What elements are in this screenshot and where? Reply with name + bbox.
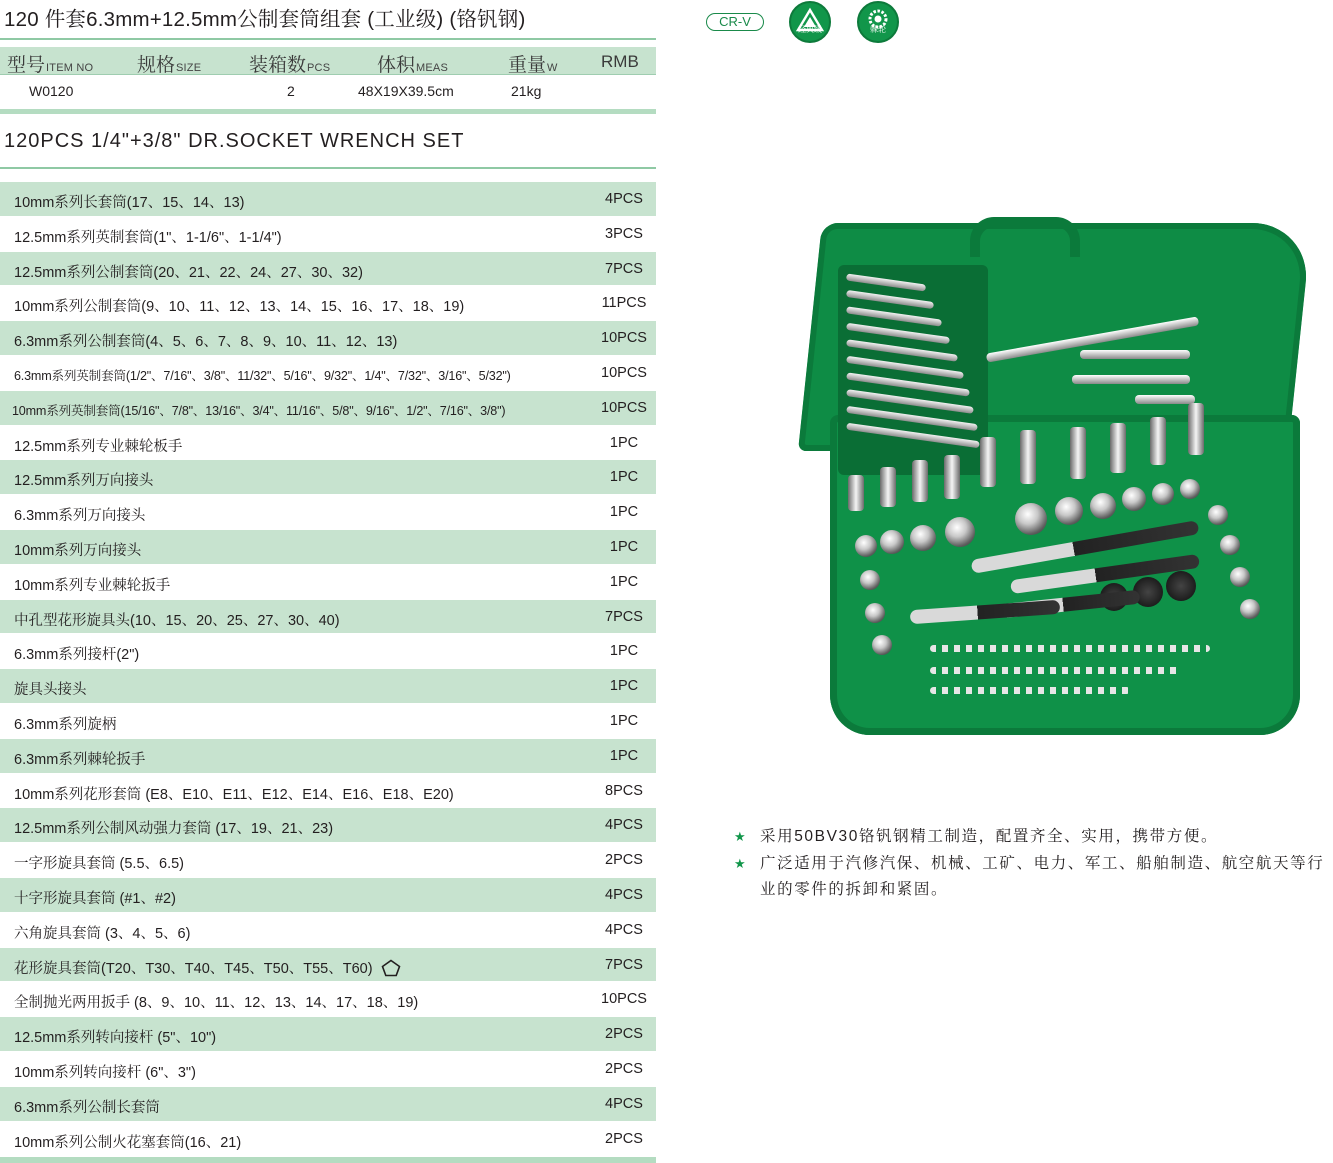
list-item (0, 843, 656, 878)
item-name: 10mm系列英制套筒(15/16"、7/8"、13/16"、3/4"、11/16"、5/8"、9/16"、1/2"、7/16"、3/8") (12, 403, 506, 418)
bullet-item (734, 824, 1333, 851)
item-qty: 1PC (609, 434, 639, 451)
long-socket (1110, 423, 1126, 473)
item-name: 6.3mm系列公制套筒(4、5、6、7、8、9、10、11、12、13) (14, 334, 398, 351)
item-qty: 1PC (609, 573, 639, 590)
item-qty: 11PCS (601, 295, 647, 312)
weight-value: 21kg (511, 83, 542, 99)
item-qty: 10PCS (601, 991, 647, 1008)
item-name: 12.5mm系列万向接头 (14, 473, 154, 490)
item-name: 10mm系列万向接头 (14, 542, 142, 559)
list-item (0, 669, 656, 704)
item-name: 全制抛光两用扳手 (8、9、10、11、12、13、14、17、18、19) (14, 995, 419, 1012)
item-qty: 8PCS (605, 782, 643, 799)
list-item (0, 530, 656, 565)
long-socket (980, 437, 996, 487)
bit-row (930, 667, 1180, 674)
socket (1230, 567, 1250, 587)
contents-list (0, 182, 656, 1156)
bullet-item (734, 851, 1333, 904)
item-name: 10mm系列公制套筒(9、10、11、12、13、14、15、16、17、18、19) (14, 299, 465, 316)
item-name (14, 957, 401, 978)
list-item (0, 286, 656, 321)
bullet-text: 广泛适用于汽修汽保、机械、工矿、电力、军工、船舶制造、航空航天等行业的零件的拆卸和紧固。 (760, 854, 1325, 898)
bottom-divider (0, 1157, 656, 1163)
item-name: 6.3mm系列英制套筒(1/2"、7/16"、3/8"、11/32"、5/16"、9/32"、1/4"、7/32"、3/16"、5/32") (14, 368, 511, 383)
item-qty: 10PCS (601, 364, 647, 381)
list-item (0, 321, 656, 356)
bullet-text: 采用50BV30铬钒钢精工制造，配置齐全、实用，携带方便。 (760, 828, 1219, 845)
item-qty: 1PC (609, 678, 639, 695)
ratchet-label: 棘轮 (870, 25, 886, 34)
item-qty: 4PCS (605, 886, 643, 903)
star-icon: ★ (734, 855, 748, 871)
list-item (0, 1087, 656, 1122)
item-name: 12.5mm系列公制风动强力套筒 (17、19、21、23) (14, 821, 334, 838)
meas-value: 48X19X39.5cm (358, 83, 454, 99)
item-name: 一字形旋具套筒 (5.5、6.5) (14, 856, 184, 873)
extension-bar (1072, 375, 1190, 384)
item-name: 6.3mm系列旋柄 (14, 716, 117, 733)
item-qty: 1PC (609, 469, 639, 486)
item-qty: 7PCS (605, 608, 643, 625)
list-item (0, 565, 656, 600)
socket (1180, 479, 1200, 499)
socket (855, 535, 877, 557)
ratchet-badge (857, 1, 899, 43)
list-item (0, 1017, 656, 1052)
item-name: 旋具头接头 (14, 682, 87, 699)
socket (880, 530, 904, 554)
list-item (0, 391, 656, 426)
header-meas: 体积MEAS (377, 55, 448, 76)
classic-grade-label: 经典级 (798, 25, 822, 34)
socket (1015, 503, 1047, 535)
item-name: 10mm系列花形套筒 (E8、E10、E11、E12、E14、E16、E18、E20) (14, 786, 454, 803)
header-weight: 重量W (508, 55, 558, 76)
pentagon-icon (381, 959, 401, 977)
list-item (0, 1052, 656, 1087)
wrench (846, 273, 926, 291)
star-icon: ★ (734, 829, 748, 844)
item-qty: 10PCS (601, 330, 647, 347)
product-image (800, 205, 1305, 745)
bit-row (930, 645, 1210, 652)
header-rmb: RMB (601, 52, 639, 71)
item-name: 六角旋具套筒 (3、4、5、6) (14, 925, 191, 942)
long-socket (912, 460, 928, 502)
list-item (0, 460, 656, 495)
item-no-value: W0120 (29, 83, 74, 99)
item-qty: 7PCS (605, 260, 643, 277)
item-name: 12.5mm系列英制套筒(1"、1-1/6"、1-1/4") (14, 229, 282, 246)
item-name: 6.3mm系列接杆(2") (14, 647, 140, 664)
list-item (0, 982, 656, 1017)
crv-badge: CR-V (706, 13, 764, 31)
socket (1122, 487, 1146, 511)
spec-divider (0, 109, 656, 114)
spec-table-row (0, 75, 656, 109)
wrench (846, 290, 934, 309)
list-item (0, 182, 656, 217)
wrench (846, 306, 942, 326)
socket (945, 517, 975, 547)
item-name: 12.5mm系列转向接杆 (5"、10") (14, 1030, 217, 1047)
item-qty: 7PCS (605, 956, 643, 973)
item-name: 6.3mm系列公制长套筒 (14, 1099, 160, 1116)
socket (1220, 535, 1240, 555)
item-qty: 4PCS (605, 817, 643, 834)
item-qty: 1PC (609, 643, 639, 660)
list-item (0, 878, 656, 913)
extension-bar (1135, 395, 1195, 404)
list-item (0, 948, 656, 983)
socket (1090, 493, 1116, 519)
socket (1208, 505, 1228, 525)
page-title: 120 件套6.3mm+12.5mm公制套筒组套 (工业级) (铬钒钢) (4, 8, 526, 31)
item-qty: 10PCS (601, 399, 647, 416)
item-qty: 1PC (609, 747, 639, 764)
item-name: 12.5mm系列公制套筒(20、21、22、24、27、30、32) (14, 264, 363, 281)
item-qty: 1PC (609, 538, 639, 555)
item-qty: 2PCS (605, 852, 643, 869)
bit-row (930, 687, 1130, 694)
socket (1055, 497, 1083, 525)
list-item (0, 774, 656, 809)
spec-table-header (0, 47, 656, 75)
item-name-text: 花形旋具套筒(T20、T30、T40、T45、T50、T55、T60) (14, 960, 373, 977)
long-socket (848, 475, 864, 511)
long-socket (1070, 427, 1086, 479)
socket (860, 570, 880, 590)
english-title: 120PCS 1/4"+3/8" DR.SOCKET WRENCH SET (4, 130, 465, 152)
item-qty: 4PCS (605, 191, 643, 207)
item-name: 中孔型花形旋具头(10、15、20、25、27、30、40) (14, 612, 340, 629)
socket (910, 525, 936, 551)
list-item (0, 600, 656, 635)
wrench-tray (838, 265, 988, 475)
extension-bar (1080, 350, 1190, 359)
list-item (0, 495, 656, 530)
item-name: 6.3mm系列棘轮扳手 (14, 751, 146, 768)
item-name: 10mm系列专业棘轮扳手 (14, 577, 171, 594)
feature-bullets (734, 824, 1333, 904)
long-socket (1188, 403, 1204, 455)
list-item (0, 634, 656, 669)
item-qty: 2PCS (605, 1026, 643, 1043)
item-name: 10mm系列公制火花塞套筒(16、21) (14, 1134, 242, 1151)
socket (1152, 483, 1174, 505)
long-socket (944, 455, 960, 499)
item-name: 6.3mm系列万向接头 (14, 508, 146, 525)
list-item (0, 704, 656, 739)
item-qty: 2PCS (605, 1130, 643, 1147)
list-item (0, 217, 656, 252)
classic-grade-badge (789, 1, 831, 43)
item-qty: 1PC (609, 504, 639, 521)
item-name: 10mm系列长套筒(17、15、14、13) (14, 195, 245, 211)
item-name: 10mm系列转向接杆 (6"、3") (14, 1064, 196, 1081)
list-item (0, 808, 656, 843)
item-qty: 4PCS (605, 921, 643, 938)
case-handle (970, 217, 1080, 257)
socket (1240, 599, 1260, 619)
item-name: 12.5mm系列专业棘轮板手 (14, 438, 183, 455)
list-item (0, 252, 656, 287)
item-qty: 1PC (609, 712, 639, 729)
english-title-divider (0, 167, 656, 169)
list-item (0, 1122, 656, 1157)
item-qty: 3PCS (605, 225, 643, 242)
list-item (0, 426, 656, 461)
title-divider (0, 38, 656, 40)
list-item (0, 913, 656, 948)
socket (865, 603, 885, 623)
item-qty: 2PCS (605, 1060, 643, 1077)
pcs-value: 2 (287, 83, 295, 99)
long-socket (1150, 417, 1166, 465)
header-item-no: 型号ITEM NO (7, 55, 94, 76)
list-item (0, 739, 656, 774)
item-name: 十字形旋具套筒 (#1、#2) (14, 890, 176, 907)
impact-socket (1166, 571, 1196, 601)
item-qty: 4PCS (605, 1095, 643, 1112)
socket (872, 635, 892, 655)
long-socket (1020, 430, 1036, 484)
long-socket (880, 467, 896, 507)
header-pcs: 装箱数PCS (249, 55, 331, 76)
header-size: 规格SIZE (137, 55, 202, 76)
list-item (0, 356, 656, 391)
